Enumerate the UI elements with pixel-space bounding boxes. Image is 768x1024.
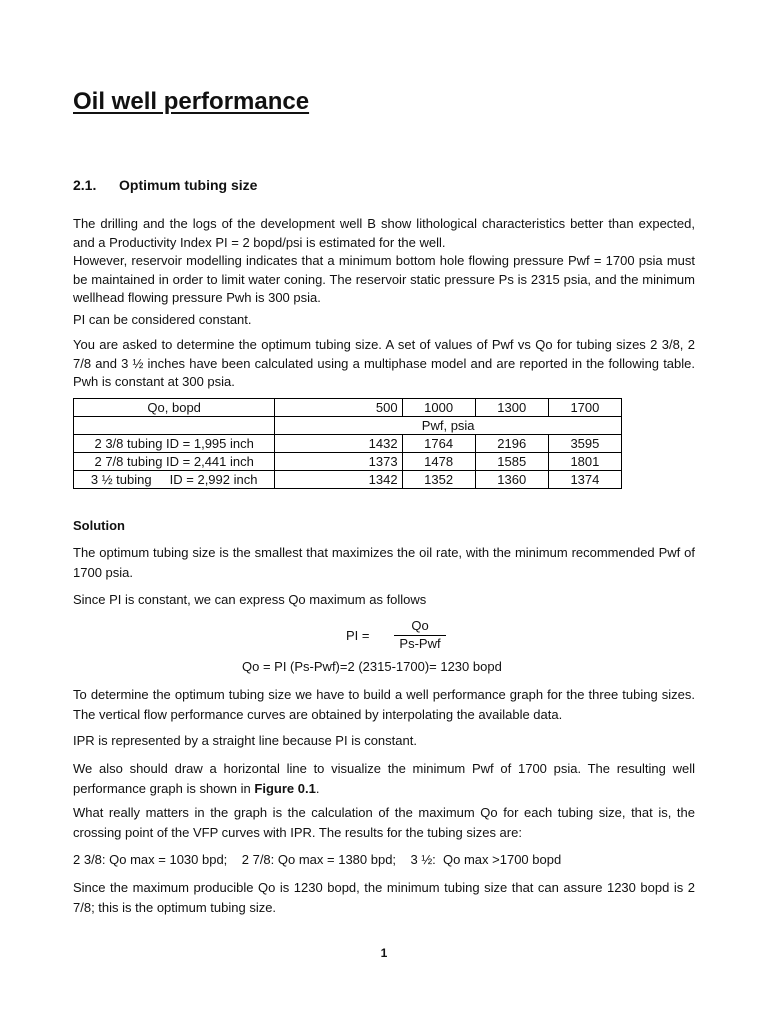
pwf-value-cell: 1360: [475, 471, 548, 489]
qo-value-cell: 500: [275, 399, 402, 417]
intro-paragraph-1: The drilling and the logs of the development well B show lithological characteristics better than expected, and a Productivity Index PI = 2 bopd/psi is estimated for the well.: [73, 216, 695, 250]
qo-value-cell: 1300: [475, 399, 548, 417]
pwf-value-cell: 1764: [402, 435, 475, 453]
solution-paragraph-5-end: .: [315, 781, 320, 796]
pwf-value-cell: 3595: [548, 435, 621, 453]
section-heading: [73, 177, 257, 193]
solution-paragraph-6: What really matters in the graph is the calculation of the maximum Qo for each tubing size, that is, the crossing point of the VFP curves with IPR. The results for the tubing sizes are:: [73, 805, 695, 840]
pwf-value-cell: 1352: [402, 471, 475, 489]
figure-reference: Figure 0.1: [254, 781, 316, 796]
solution-paragraph-3: To determine the optimum tubing size we have to build a well performance graph for the three tubing sizes. The vertical flow performance curves are obtained by interpolating the available data.: [73, 687, 695, 722]
table-row: [74, 471, 622, 489]
intro-paragraph-3: PI can be considered constant.: [73, 312, 252, 327]
pi-formula-numerator: Qo: [394, 618, 446, 636]
solution-paragraph-7: 2 3/8: Qo max = 1030 bpd; 2 7/8: Qo max = 1380 bpd; 3 ½: Qo max >1700 bopd: [73, 852, 562, 867]
pwf-value-cell: 1478: [402, 453, 475, 471]
intro-paragraph-2: However, reservoir modelling indicates that a minimum bottom hole flowing pressure Pwf = 1700 psia must be maintained in order to limit water coning. The reservoir static pressure Ps is 2315 psia, and the minimum wellhead flowing pressure Pwh is 300 psia.: [73, 253, 695, 305]
pwf-value-cell: 1374: [548, 471, 621, 489]
pwf-value-cell: 1432: [275, 435, 402, 453]
intro-paragraph-4: You are asked to determine the optimum tubing size. A set of values of Pwf vs Qo for tubing sizes 2 3/8, 2 7/8 and 3 ½ inches have been calculated using a multiphase model and are reported in the following table. Pwh is constant at 300 psia.: [73, 337, 695, 389]
table-row: [74, 399, 622, 417]
pi-formula-denominator: Ps-Pwf: [399, 636, 441, 651]
solution-paragraph-1: The optimum tubing size is the smallest that maximizes the oil rate, with the minimum recommended Pwf of 1700 psia.: [73, 545, 695, 580]
section-title: Optimum tubing size: [119, 177, 258, 193]
pwf-header-cell: Pwf, psia: [275, 417, 622, 435]
page-title: Oil well performance: [73, 88, 310, 115]
page-number: 1: [380, 946, 388, 960]
table-row: [74, 417, 622, 435]
solution-paragraph-8: Since the maximum producible Qo is 1230 bopd, the minimum tubing size that can assure 1230 bopd is 2 7/8; this is the optimum tubing size.: [73, 880, 695, 915]
pi-formula-fraction: [394, 618, 446, 653]
table-row: [74, 435, 622, 453]
section-number: 2.1.: [73, 177, 97, 193]
empty-cell: [74, 417, 275, 435]
solution-paragraph-2: Since PI is constant, we can express Qo maximum as follows: [73, 592, 427, 607]
tubing-label-cell: 3 ½ tubing ID = 2,992 inch: [74, 471, 275, 489]
pwf-value-cell: 1373: [275, 453, 402, 471]
solution-paragraph-4: IPR is represented by a straight line because PI is constant.: [73, 733, 417, 748]
tubing-label-cell: 2 7/8 tubing ID = 2,441 inch: [74, 453, 275, 471]
qo-value-cell: 1700: [548, 399, 621, 417]
tubing-label-cell: 2 3/8 tubing ID = 1,995 inch: [74, 435, 275, 453]
pwf-value-cell: 1585: [475, 453, 548, 471]
qo-value-cell: 1000: [402, 399, 475, 417]
solution-paragraph-5: [73, 759, 695, 799]
pwf-value-cell: 1801: [548, 453, 621, 471]
pi-formula-lhs: PI =: [346, 628, 370, 643]
solution-heading: Solution: [73, 518, 125, 533]
qo-header-cell: Qo, bopd: [74, 399, 275, 417]
qo-formula: Qo = PI (Ps-Pwf)=2 (2315-1700)= 1230 bopd: [242, 659, 502, 674]
pwf-value-cell: 2196: [475, 435, 548, 453]
table-row: [74, 453, 622, 471]
pwf-qo-table: [73, 398, 622, 489]
solution-paragraph-5-text: We also should draw a horizontal line to visualize the minimum Pwf of 1700 psia. The resulting well performance graph is shown in: [73, 761, 695, 796]
pwf-value-cell: 1342: [275, 471, 402, 489]
